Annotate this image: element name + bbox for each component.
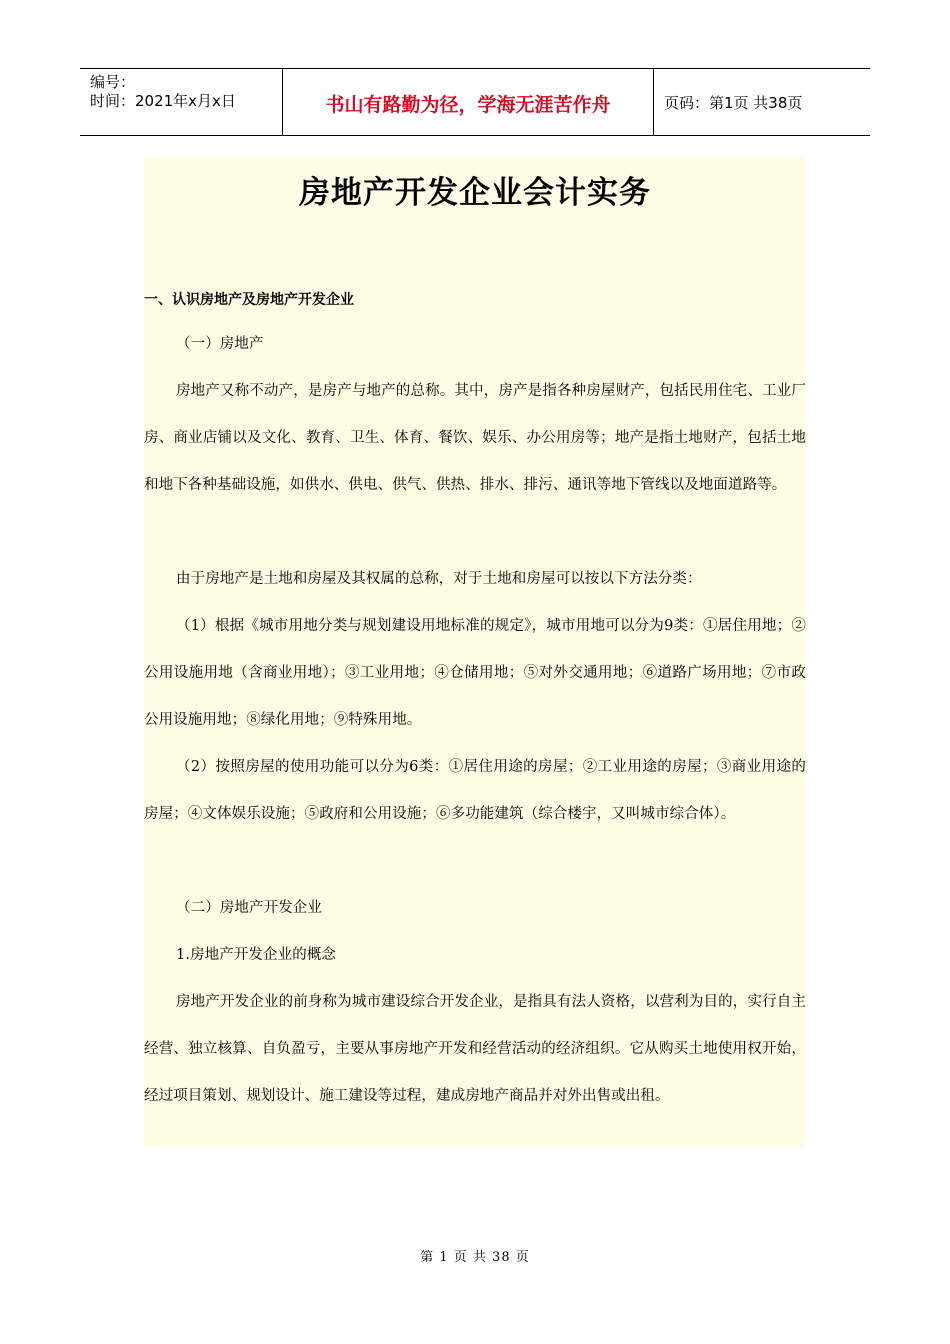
paragraph: （1）根据《城市用地分类与规划建设用地标准的规定》，城市用地可以分为9类：①居住用地；②公用设施用地（含商业用地）；③工业用地；④仓储用地；⑤对外交通用地；⑥道路广场用地；⑦市政公用设施用地；⑧绿化用地；⑨特殊用地。: [144, 618, 806, 728]
item-heading: 1.房地产开发企业的概念: [176, 947, 337, 963]
document-title: 房地产开发企业会计实务: [299, 175, 651, 211]
page-footer: 第 1 页 共 38 页: [420, 1250, 530, 1265]
paragraph: 由于房地产是土地和房屋及其权属的总称，对于土地和房屋可以按以下方法分类：: [176, 571, 702, 587]
header-motto: 书山有路勤为径，学海无涯苦作舟: [282, 69, 654, 135]
document-number-label: 编号：: [90, 73, 136, 91]
subsection-heading: （二）房地产开发企业: [176, 900, 322, 916]
header-meta: [80, 69, 282, 135]
paragraph: 房地产又称不动产，是房产与地产的总称。其中，房产是指各种房屋财产，包括民用住宅、工业厂房、商业店铺以及文化、教育、卫生、体育、餐饮、娱乐、办公用房等；地产是指土地财产，包括土地和地下各种基础设施，如供水、供电、供气、供热、排水、排污、通讯等地下管线以及地面道路等。: [144, 383, 806, 493]
section-heading: 一、认识房地产及房地产开发企业: [144, 292, 354, 308]
page-header: [80, 68, 870, 136]
paragraph: （2）按照房屋的使用功能可以分为6类：①居住用途的房屋；②工业用途的房屋；③商业用途的房屋；④文体娱乐设施；⑤政府和公用设施；⑥多功能建筑（综合楼宇，又叫城市综合体）。: [144, 759, 806, 822]
document-body: [144, 157, 806, 1147]
document-time-label: 时间：2021年x月x日: [90, 92, 236, 110]
subsection-heading: （一）房地产: [176, 336, 264, 352]
paragraph: 房地产开发企业的前身称为城市建设综合开发企业，是指具有法人资格，以营利为目的，实行自主经营、独立核算、自负盈亏，主要从事房地产开发和经营活动的经济组织。它从购买土地使用权开始，经过项目策划、规划设计、施工建设等过程，建成房地产商品并对外出售或出租。: [144, 994, 806, 1104]
header-page-info: 页码：第1页 共38页: [664, 93, 803, 112]
